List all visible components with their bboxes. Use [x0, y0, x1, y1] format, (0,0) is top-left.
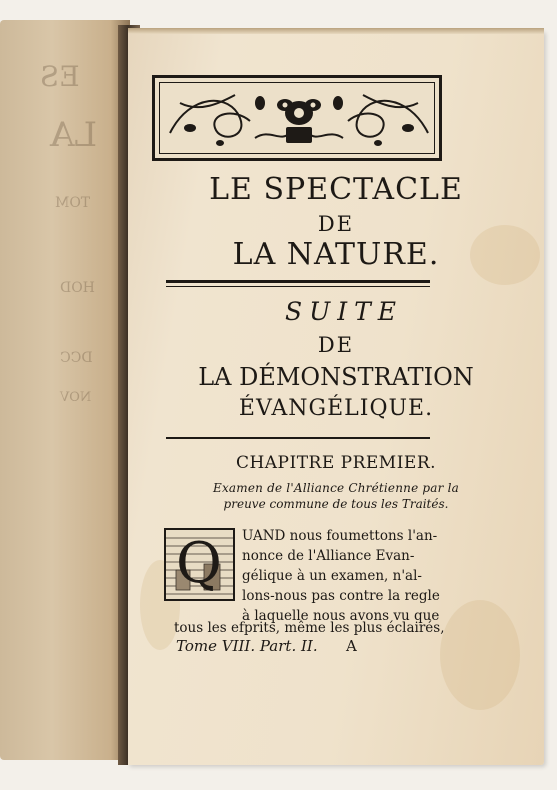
body-line-2: nonce de l'Alliance Evan-	[242, 548, 415, 564]
signature-letter: A	[346, 637, 357, 655]
floral-scroll-icon	[160, 83, 438, 157]
page-top-edge	[128, 28, 544, 34]
chapter-summary-line-2: preuve commune de tous les Traités.	[223, 497, 449, 511]
section-rule	[166, 437, 430, 439]
dropcap-engraving	[166, 530, 233, 599]
left-page-ghost-text: ES	[40, 60, 80, 93]
body-line-5: à laquelle nous avons vu que	[242, 608, 440, 624]
chapter-summary-line-1: Examen de l'Alliance Chrétienne par la	[212, 481, 459, 495]
headpiece-inner-border	[159, 82, 435, 154]
left-page-ghost-text: LA	[50, 115, 98, 155]
subtitle-line-1: SUITE	[285, 297, 403, 326]
left-page-ghost-text: NOV	[60, 390, 92, 405]
left-page	[0, 20, 130, 760]
ornamental-headpiece	[152, 75, 442, 161]
title-line-2: DE	[317, 212, 355, 236]
body-line-6: tous les efprits, même les plus éclairés,	[174, 620, 445, 636]
title-line-1: LE SPECTACLE	[209, 172, 463, 207]
body-line-3: gélique à un examen, n'al-	[242, 568, 422, 584]
chapter-heading: CHAPITRE PREMIER.	[235, 453, 437, 473]
foxing-stain	[440, 600, 520, 710]
title-line-3: LA NATURE.	[232, 237, 440, 272]
signature-mark: Tome VIII. Part. II.	[176, 637, 318, 655]
subtitle-line-3: LA DÉMONSTRATION	[198, 363, 474, 391]
left-page-ghost-text: HOD	[60, 280, 95, 296]
dropcap-frame	[164, 528, 235, 601]
left-page-ghost-text: DCC	[60, 350, 93, 366]
left-page-ghost-text: TOM	[55, 195, 91, 211]
double-rule-bottom	[166, 286, 430, 287]
dropcap-letter: Q	[176, 531, 222, 596]
double-rule-top	[166, 280, 430, 283]
body-line-1: UAND nous foumettons l'an-	[242, 528, 438, 544]
body-line-4: lons-nous pas contre la regle	[242, 588, 440, 604]
subtitle-line-4: ÉVANGÉLIQUE.	[238, 396, 434, 421]
subtitle-line-2: DE	[317, 333, 355, 357]
